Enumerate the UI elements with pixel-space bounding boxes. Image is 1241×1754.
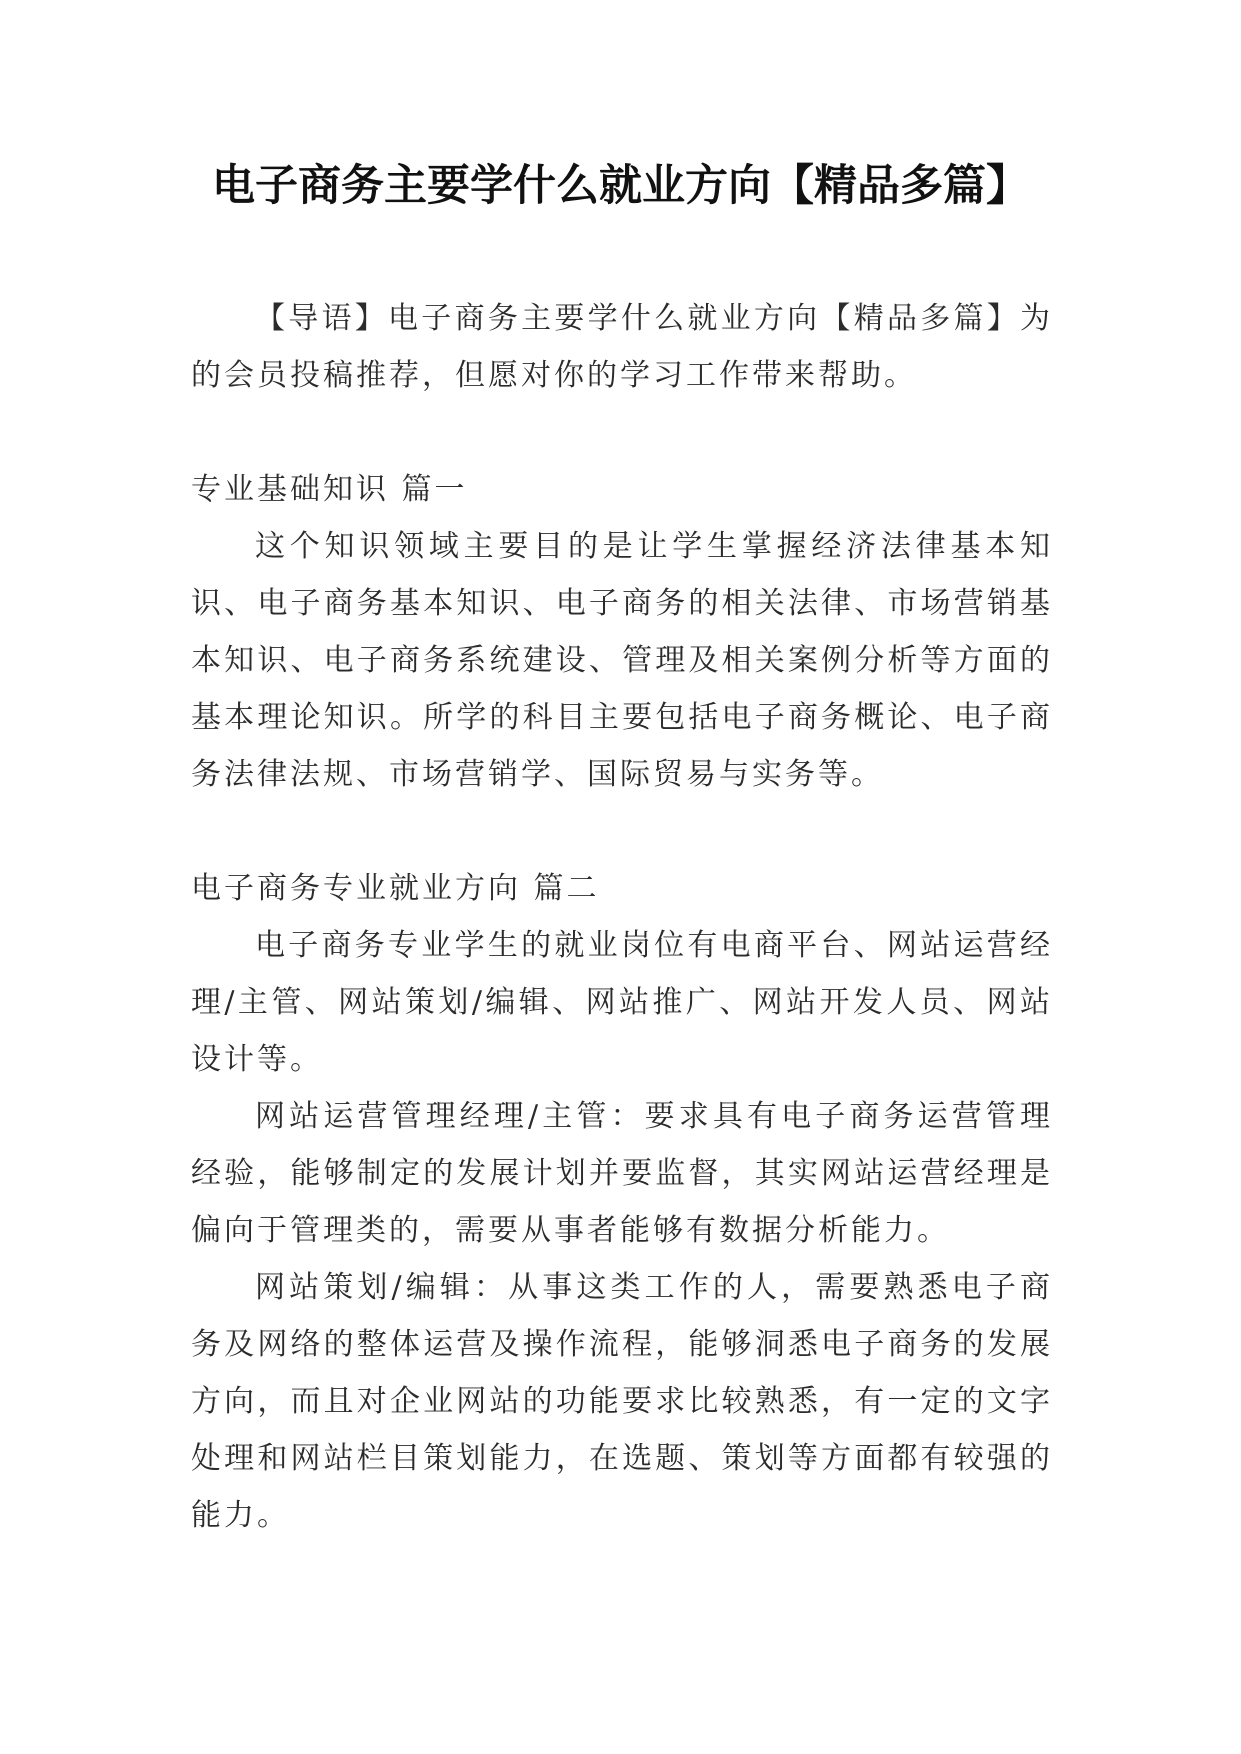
section-1-paragraph-1: 这个知识领域主要目的是让学生掌握经济法律基本知识、电子商务基本知识、电子商务的相关法律、市场营销基本知识、电子商务系统建设、管理及相关案例分析等方面的基本理论知识。所学的科目主要包括电子商务概论、电子商务法律法规、市场营销学、国际贸易与实务等。: [191, 529, 1053, 792]
document-title: 电子商务主要学什么就业方向【精品多篇】: [212, 161, 1029, 211]
document-body: [191, 290, 1053, 1544]
section-2-paragraph-3: 网站策划/编辑：从事这类工作的人，需要熟悉电子商务及网络的整体运营及操作流程，能够洞悉电子商务的发展方向，而且对企业网站的功能要求比较熟悉，有一定的文字处理和网站栏目策划能力，在选题、策划等方面都有较强的能力。: [191, 1270, 1053, 1533]
spacer: [191, 803, 1053, 860]
spacer: [191, 404, 1053, 461]
section-heading-2: 电子商务专业就业方向 篇二: [191, 871, 600, 906]
section-2-paragraph-2: 网站运营管理经理/主管：要求具有电子商务运营管理经验，能够制定的发展计划并要监督，其实网站运营经理是偏向于管理类的，需要从事者能够有数据分析能力。: [191, 1099, 1053, 1248]
section-heading-1: 专业基础知识 篇一: [191, 472, 468, 507]
section-2-paragraph-1: 电子商务专业学生的就业岗位有电商平台、网站运营经理/主管、网站策划/编辑、网站推广、网站开发人员、网站设计等。: [191, 928, 1053, 1077]
intro-paragraph: 【导语】电子商务主要学什么就业方向【精品多篇】为的会员投稿推荐，但愿对你的学习工作带来帮助。: [191, 301, 1053, 393]
